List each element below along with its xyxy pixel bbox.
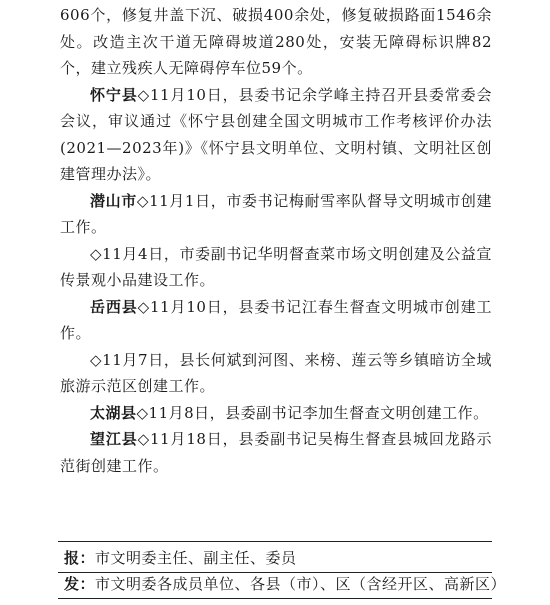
report-recipients: 市文明委主任、副主任、委员 xyxy=(95,549,297,567)
county-name: 望江县 xyxy=(90,430,138,448)
paragraph-yuexi-2 xyxy=(60,347,492,400)
paragraph-qianshan-1 xyxy=(60,188,492,241)
footer-bottom-rule xyxy=(58,598,492,599)
send-recipients: 市文明委各成员单位、各县（市）、区（含经开区、高新区） xyxy=(95,575,507,593)
paragraph-text: ◇11月10日，县委书记余学峰主持召开县委常委会会议，审议通过《怀宁县创建全国文明城市工作考核评价办法(2021—2023年)》《怀宁县文明单位、文明村镇、文明社区创建管理办法》。 xyxy=(60,85,492,183)
footer-report-line xyxy=(64,548,297,568)
paragraph-text: ◇11月1日，市委书记梅耐雪率队督导文明城市创建工作。 xyxy=(60,191,492,236)
paragraph-city-repairs xyxy=(60,2,492,82)
paragraph-text: ◇11月18日，县委副书记吴梅生督查县城回龙路示范街创建工作。 xyxy=(60,430,492,475)
footer-send-line xyxy=(64,574,506,594)
paragraph-qianshan-2 xyxy=(60,241,492,294)
paragraph-text: ◇11月8日，县委副书记李加生督查文明创建工作。 xyxy=(136,403,489,422)
paragraph-huaining xyxy=(60,82,492,188)
report-label: 报： xyxy=(64,549,96,567)
send-label: 发： xyxy=(64,575,96,593)
paragraph-text: ◇11月7日，县长何斌到河图、来榜、莲云等乡镇暗访全域旅游示范区创建工作。 xyxy=(60,350,492,395)
county-name: 潜山市 xyxy=(90,191,137,210)
paragraph-wangjiang xyxy=(60,426,492,479)
county-name: 岳西县 xyxy=(90,297,138,316)
footer-top-rule xyxy=(58,541,492,542)
paragraph-taihu xyxy=(60,400,492,427)
footer-middle-rule xyxy=(58,572,492,573)
paragraph-text: 606个，修复井盖下沉、破损400余处，修复破损路面1546余处。改造主次干道无障碍坡道280处，安装无障碍标识牌82个，建立残疾人无障碍停车位59个。 xyxy=(60,6,492,77)
county-name: 怀宁县 xyxy=(90,85,138,104)
paragraph-text: ◇11月4日，市委副书记华明督查菜市场文明创建及公益宣传景观小品建设工作。 xyxy=(60,244,492,289)
paragraph-text: ◇11月10日，县委书记江春生督查文明城市创建工作。 xyxy=(60,297,492,342)
county-name: 太湖县 xyxy=(90,403,137,422)
paragraph-yuexi-1 xyxy=(60,294,492,347)
document-body xyxy=(60,2,492,479)
